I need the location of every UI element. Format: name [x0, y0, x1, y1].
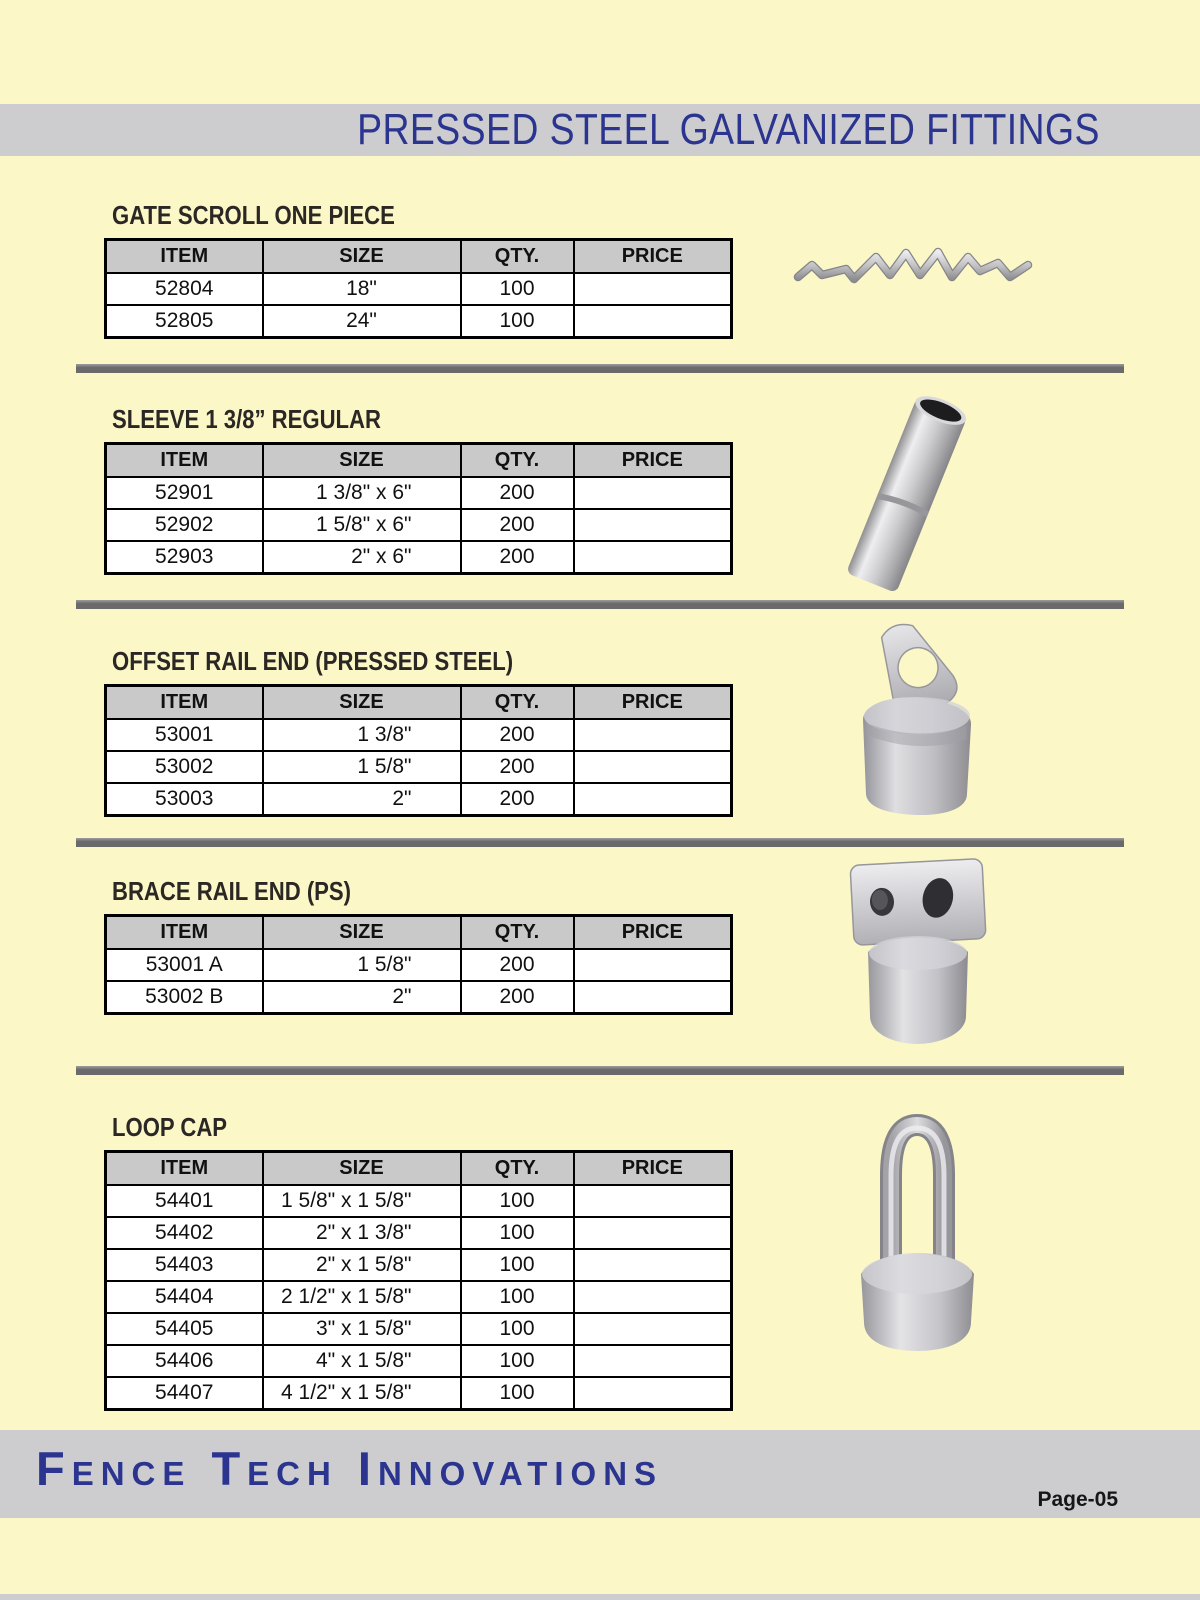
- qty-cell: 100: [461, 1281, 574, 1313]
- table-row: [106, 541, 732, 574]
- table-header-row: [106, 1152, 732, 1186]
- section-gate-scroll-one-piece: [104, 200, 730, 339]
- table-header-row: [106, 444, 732, 478]
- size-cell: 1 3/8": [263, 719, 461, 751]
- column-header: QTY.: [461, 240, 574, 274]
- item-cell: 53002: [106, 751, 263, 783]
- footer-brand: Fence Tech Innovations: [36, 1442, 664, 1495]
- price-cell: [574, 1185, 732, 1217]
- section-divider: [76, 1066, 1124, 1075]
- price-cell: [574, 1377, 732, 1410]
- size-cell: 4 1/2" x 1 5/8": [263, 1377, 461, 1410]
- table-row: [106, 1313, 732, 1345]
- table-row: [106, 719, 732, 751]
- item-cell: 54401: [106, 1185, 263, 1217]
- item-cell: 54407: [106, 1377, 263, 1410]
- price-cell: [574, 981, 732, 1014]
- table-row: [106, 305, 732, 338]
- size-cell: 2" x 6": [263, 541, 461, 574]
- size-cell: 18": [263, 273, 461, 305]
- table-header-row: [106, 686, 732, 720]
- item-cell: 53001: [106, 719, 263, 751]
- price-cell: [574, 541, 732, 574]
- loop-cap-table: [104, 1150, 733, 1411]
- table-row: [106, 751, 732, 783]
- size-cell: 2" x 1 5/8": [263, 1249, 461, 1281]
- table-header-row: [106, 916, 732, 950]
- qty-cell: 100: [461, 273, 574, 305]
- qty-cell: 100: [461, 1313, 574, 1345]
- price-cell: [574, 751, 732, 783]
- qty-cell: 100: [461, 1377, 574, 1410]
- table-row: [106, 1249, 732, 1281]
- table-row: [106, 981, 732, 1014]
- section-loop-cap: [104, 1112, 730, 1411]
- header-band: [0, 104, 1200, 156]
- price-cell: [574, 1345, 732, 1377]
- column-header: QTY.: [461, 686, 574, 720]
- table-row: [106, 477, 732, 509]
- offset-rail-end-image: [845, 620, 990, 820]
- column-header: ITEM: [106, 1152, 263, 1186]
- section-offset-rail-end: [104, 646, 730, 817]
- table-row: [106, 1377, 732, 1410]
- sleeve-table: [104, 442, 733, 575]
- qty-cell: 100: [461, 305, 574, 338]
- column-header: SIZE: [263, 916, 461, 950]
- size-cell: 1 5/8": [263, 949, 461, 981]
- column-header: PRICE: [574, 444, 732, 478]
- price-cell: [574, 1313, 732, 1345]
- column-header: QTY.: [461, 444, 574, 478]
- section-title: SLEEVE 1 3/8” REGULAR: [112, 404, 381, 434]
- price-cell: [574, 509, 732, 541]
- price-cell: [574, 719, 732, 751]
- qty-cell: 200: [461, 751, 574, 783]
- section-title: BRACE RAIL END (PS): [112, 876, 352, 906]
- section-title: GATE SCROLL ONE PIECE: [112, 200, 395, 230]
- loop-cap-image: [845, 1098, 990, 1358]
- price-cell: [574, 1249, 732, 1281]
- qty-cell: 100: [461, 1217, 574, 1249]
- column-header: ITEM: [106, 686, 263, 720]
- table-row: [106, 273, 732, 305]
- item-cell: 54406: [106, 1345, 263, 1377]
- section-title: LOOP CAP: [112, 1112, 228, 1142]
- column-header: SIZE: [263, 444, 461, 478]
- qty-cell: 200: [461, 981, 574, 1014]
- column-header: SIZE: [263, 1152, 461, 1186]
- section-divider: [76, 838, 1124, 847]
- item-cell: 54405: [106, 1313, 263, 1345]
- table-row: [106, 1281, 732, 1313]
- table-header-row: [106, 240, 732, 274]
- column-header: SIZE: [263, 240, 461, 274]
- column-header: SIZE: [263, 686, 461, 720]
- table-row: [106, 949, 732, 981]
- table-row: [106, 783, 732, 816]
- price-cell: [574, 1217, 732, 1249]
- column-header: PRICE: [574, 240, 732, 274]
- size-cell: 1 5/8" x 1 5/8": [263, 1185, 461, 1217]
- qty-cell: 200: [461, 509, 574, 541]
- item-cell: 54404: [106, 1281, 263, 1313]
- gate-scroll-wire-image: [788, 235, 1043, 300]
- price-cell: [574, 477, 732, 509]
- qty-cell: 200: [461, 541, 574, 574]
- section-divider: [76, 600, 1124, 609]
- item-cell: 53003: [106, 783, 263, 816]
- column-header: ITEM: [106, 916, 263, 950]
- item-cell: 54403: [106, 1249, 263, 1281]
- table-row: [106, 509, 732, 541]
- item-cell: 52805: [106, 305, 263, 338]
- qty-cell: 200: [461, 783, 574, 816]
- size-cell: 1 3/8" x 6": [263, 477, 461, 509]
- qty-cell: 100: [461, 1185, 574, 1217]
- brace-rail-end-table: [104, 914, 733, 1015]
- price-cell: [574, 1281, 732, 1313]
- item-cell: 54402: [106, 1217, 263, 1249]
- size-cell: 24": [263, 305, 461, 338]
- size-cell: 2": [263, 981, 461, 1014]
- sleeve-tube-image: [812, 396, 1007, 596]
- price-cell: [574, 273, 732, 305]
- brace-rail-end-image: [840, 856, 995, 1053]
- offset-rail-end-table: [104, 684, 733, 817]
- item-cell: 52903: [106, 541, 263, 574]
- size-cell: 3" x 1 5/8": [263, 1313, 461, 1345]
- item-cell: 52804: [106, 273, 263, 305]
- page-title: PRESSED STEEL GALVANIZED FITTINGS: [357, 105, 1100, 154]
- column-header: PRICE: [574, 916, 732, 950]
- section-divider: [76, 364, 1124, 373]
- table-row: [106, 1185, 732, 1217]
- item-cell: 52902: [106, 509, 263, 541]
- qty-cell: 100: [461, 1345, 574, 1377]
- column-header: ITEM: [106, 240, 263, 274]
- size-cell: 2" x 1 3/8": [263, 1217, 461, 1249]
- qty-cell: 200: [461, 477, 574, 509]
- size-cell: 1 5/8": [263, 751, 461, 783]
- qty-cell: 100: [461, 1249, 574, 1281]
- column-header: ITEM: [106, 444, 263, 478]
- size-cell: 1 5/8" x 6": [263, 509, 461, 541]
- size-cell: 2": [263, 783, 461, 816]
- section-title: OFFSET RAIL END (PRESSED STEEL): [112, 646, 514, 676]
- price-cell: [574, 949, 732, 981]
- gate-scroll-table: [104, 238, 733, 339]
- size-cell: 4" x 1 5/8": [263, 1345, 461, 1377]
- column-header: QTY.: [461, 1152, 574, 1186]
- section-brace-rail-end: [104, 876, 730, 1015]
- item-cell: 53002 B: [106, 981, 263, 1014]
- qty-cell: 200: [461, 949, 574, 981]
- column-header: QTY.: [461, 916, 574, 950]
- table-row: [106, 1217, 732, 1249]
- bottom-edge-strip: [0, 1594, 1200, 1600]
- item-cell: 53001 A: [106, 949, 263, 981]
- table-row: [106, 1345, 732, 1377]
- column-header: PRICE: [574, 686, 732, 720]
- section-sleeve-regular: [104, 404, 730, 575]
- page-number: Page-05: [1037, 1488, 1118, 1511]
- price-cell: [574, 305, 732, 338]
- qty-cell: 200: [461, 719, 574, 751]
- size-cell: 2 1/2" x 1 5/8": [263, 1281, 461, 1313]
- item-cell: 52901: [106, 477, 263, 509]
- column-header: PRICE: [574, 1152, 732, 1186]
- price-cell: [574, 783, 732, 816]
